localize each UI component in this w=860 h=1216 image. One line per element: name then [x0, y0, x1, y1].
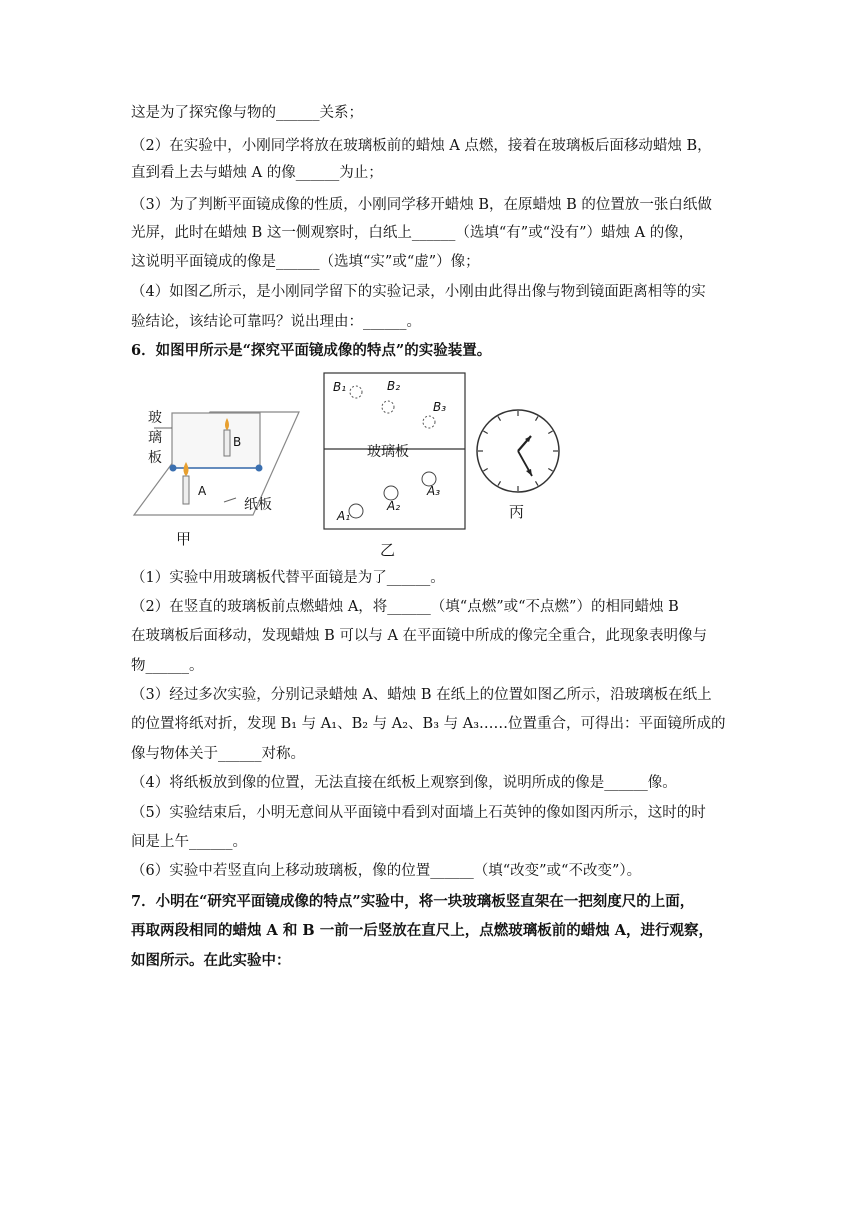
question-6-title: 6．如图甲所示是“探究平面镜成像的特点”的实验装置。: [131, 342, 492, 359]
text-line: 直到看上去与蜡烛 A 的像______为止；: [131, 165, 383, 181]
text-line: 光屏，此时在蜡烛 B 这一侧观察时，白纸上______（选填“有”或“没有”）蜡烛 A 的像，: [131, 225, 694, 241]
glass-label-1: 玻: [148, 410, 162, 426]
candle-b-label: B: [233, 435, 242, 449]
b3-label: B₃: [433, 400, 447, 414]
candle-a-label: A: [198, 484, 207, 498]
figure-caption-bing: 丙: [509, 503, 525, 521]
question-7-line: 再取两段相同的蜡烛 A 和 B 一前一后竖放在直尺上，点燃玻璃板前的蜡烛 A，进行观察，: [131, 922, 713, 939]
text-line: 物______。: [131, 658, 204, 674]
text-line: 间是上午______。: [131, 834, 247, 850]
text-line: 验结论，该结论可靠吗？说出理由：______。: [131, 314, 421, 330]
board-label: 纸板: [244, 497, 272, 513]
text-line: 像与物体关于______对称。: [131, 746, 305, 762]
glass-plate-label: 玻璃板: [367, 444, 409, 460]
a3-label: A₃: [427, 484, 441, 498]
figure-yi: [323, 372, 468, 562]
text-line: （3）经过多次实验，分别记录蜡烛 A、蜡烛 B 在纸上的位置如图乙所示，沿玻璃板在纸上: [131, 687, 712, 703]
question-7-line: 如图所示。在此实验中：: [131, 952, 291, 969]
text-line: 在玻璃板后面移动，发现蜡烛 B 可以与 A 在平面镜中所成的像完全重合，此现象表明像与: [131, 628, 708, 644]
a2-label: A₂: [387, 499, 401, 513]
figure-caption-jia: 甲: [176, 530, 192, 548]
text-line: （2）在竖直的玻璃板前点燃蜡烛 A，将______（填“点燃”或“不点燃”）的相同蜡烛 B: [131, 599, 679, 615]
figure-bing: [474, 405, 564, 525]
b2-label: B₂: [387, 379, 401, 393]
text-line: 这说明平面镜成的像是______（选填“实”或“虚”）像；: [131, 254, 480, 270]
text-line: （4）如图乙所示，是小刚同学留下的实验记录，小刚由此得出像与物到镜面距离相等的实: [131, 284, 706, 300]
glass-label-3: 板: [148, 450, 162, 466]
text-line: （3）为了判断平面镜成像的性质，小刚同学移开蜡烛 B，在原蜡烛 B 的位置放一张白纸做: [131, 197, 712, 213]
text-line: （4）将纸板放到像的位置，无法直接在纸板上观察到像，说明所成的像是______像。: [131, 775, 677, 791]
text-line: （2）在实验中，小刚同学将放在玻璃板前的蜡烛 A 点燃，接着在玻璃板后面移动蜡烛 B，: [131, 138, 712, 154]
text-line: （1）实验中用玻璃板代替平面镜是为了______。: [131, 570, 445, 586]
a1-label: A₁: [337, 509, 351, 523]
text-line: 的位置将纸对折，发现 B₁ 与 A₁、B₂ 与 A₂、B₃ 与 A₃……位置重合，可得出：平面镜所成的: [131, 716, 726, 732]
text-line: （5）实验结束后，小明无意间从平面镜中看到对面墙上石英钟的像如图丙所示，这时的时: [131, 805, 706, 821]
clock-face: [474, 405, 564, 497]
figure-caption-yi: 乙: [380, 541, 396, 559]
text-line: （6）实验中若竖直向上移动玻璃板，像的位置______（填“改变”或“不改变”）。: [131, 863, 642, 879]
figure-jia: [128, 380, 308, 550]
glass-label-2: 璃: [148, 430, 162, 446]
text-line: 这是为了探究像与物的______关系；: [131, 105, 363, 121]
question-7-line: 7．小明在“研究平面镜成像的特点”实验中，将一块玻璃板竖直架在一把刻度尺的上面，: [131, 893, 695, 910]
b1-label: B₁: [333, 380, 347, 394]
